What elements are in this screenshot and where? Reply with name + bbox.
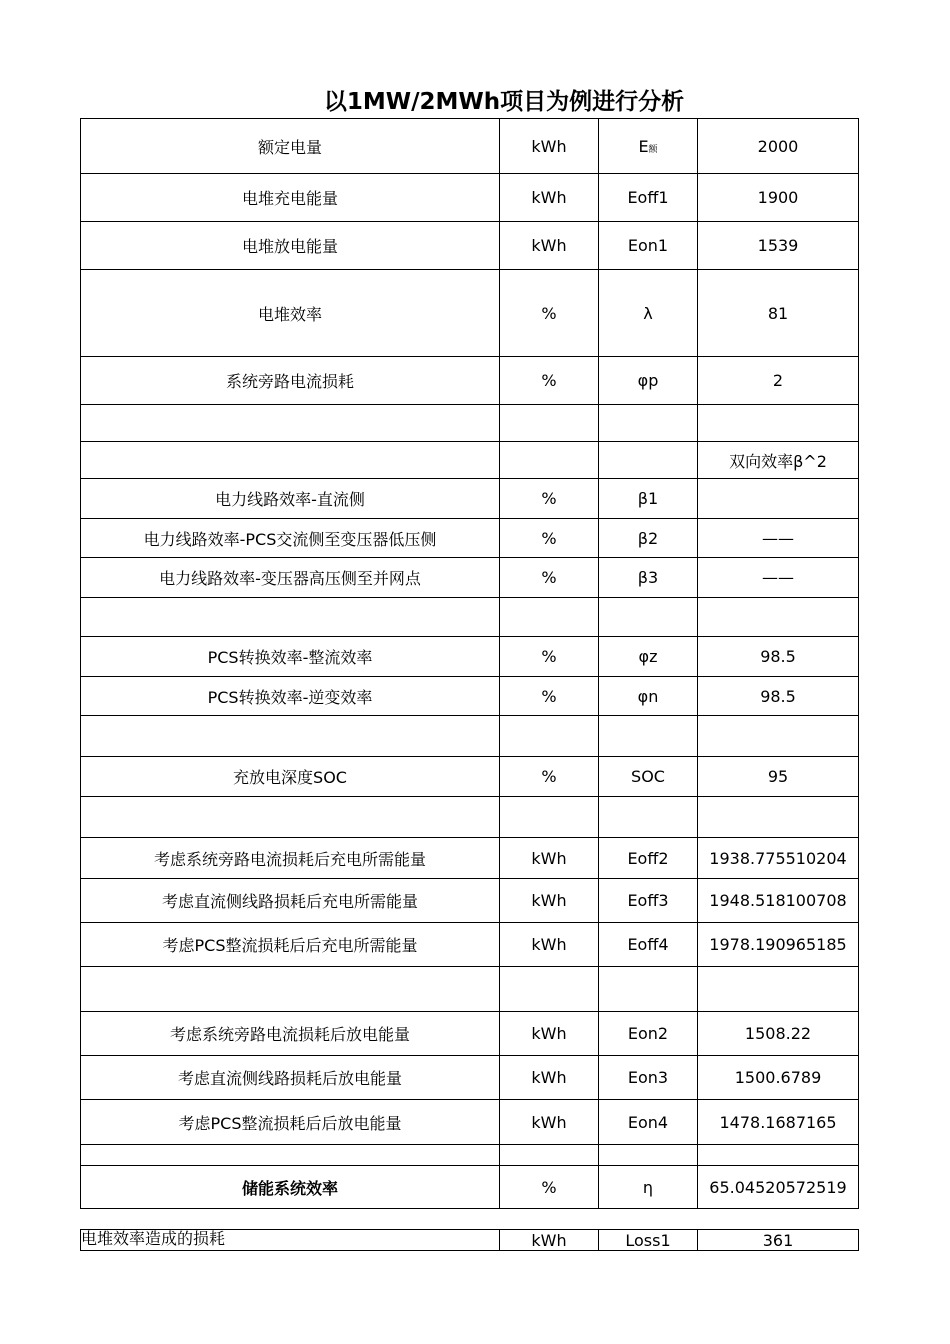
row-name-cell: 储能系统效率 [81, 1166, 500, 1209]
row-name-cell: 系统旁路电流损耗 [81, 357, 500, 405]
row-name-cell: PCS转换效率-逆变效率 [81, 677, 500, 716]
efficiency-table [80, 118, 859, 1209]
row-name-cell: 考虑直流侧线路损耗后放电能量 [81, 1056, 500, 1100]
row-name-cell: 电堆充电能量 [81, 174, 500, 222]
table-row [81, 598, 859, 637]
row-name-cell [81, 442, 500, 479]
row-value-cell: —— [698, 558, 859, 598]
loss-table [80, 1229, 859, 1251]
row-unit-cell: kWh [500, 119, 599, 174]
row-unit-cell [500, 598, 599, 637]
table-row [81, 797, 859, 838]
row-value-cell: 1478.1687165 [698, 1100, 859, 1145]
row-unit-cell [500, 967, 599, 1012]
row-symbol-cell [599, 797, 698, 838]
table-row [81, 519, 859, 558]
table-row [81, 405, 859, 442]
table-row [81, 879, 859, 923]
table-row [81, 479, 859, 519]
table-row [81, 716, 859, 757]
row-name-cell: 电堆效率 [81, 270, 500, 357]
row-value-cell [698, 797, 859, 838]
row-name-cell: 额定电量 [81, 119, 500, 174]
loss-value: 361 [698, 1230, 859, 1251]
table-row [81, 119, 859, 174]
row-unit-cell: kWh [500, 879, 599, 923]
table-row [81, 1100, 859, 1145]
table-row [81, 442, 859, 479]
row-symbol-cell [599, 716, 698, 757]
row-unit-cell: kWh [500, 838, 599, 879]
row-unit-cell: kWh [500, 1012, 599, 1056]
row-value-cell: 98.5 [698, 677, 859, 716]
table-row [81, 270, 859, 357]
symbol-subscript: 额 [648, 144, 658, 155]
row-name-cell: 电堆放电能量 [81, 222, 500, 270]
row-unit-cell [500, 1145, 599, 1166]
table-row [81, 222, 859, 270]
row-symbol-cell: φn [599, 677, 698, 716]
row-unit-cell [500, 716, 599, 757]
row-value-cell: 1948.518100708 [698, 879, 859, 923]
table-row [81, 923, 859, 967]
table-row [81, 637, 859, 677]
row-symbol-cell [599, 967, 698, 1012]
table-row [81, 1012, 859, 1056]
row-unit-cell: % [500, 677, 599, 716]
row-symbol-cell: β1 [599, 479, 698, 519]
row-unit-cell: % [500, 757, 599, 797]
table-row [81, 1166, 859, 1209]
row-symbol-cell: β2 [599, 519, 698, 558]
row-name-cell: 电力线路效率-变压器高压侧至并网点 [81, 558, 500, 598]
row-unit-cell: % [500, 270, 599, 357]
table-row [81, 967, 859, 1012]
row-name-cell [81, 598, 500, 637]
row-name-cell: 充放电深度SOC [81, 757, 500, 797]
row-symbol-cell: λ [599, 270, 698, 357]
row-value-cell [698, 479, 859, 519]
row-value-cell: 2 [698, 357, 859, 405]
row-value-cell: 1938.775510204 [698, 838, 859, 879]
table-row [81, 1145, 859, 1166]
row-name-cell: PCS转换效率-整流效率 [81, 637, 500, 677]
row-name-cell: 考虑系统旁路电流损耗后放电能量 [81, 1012, 500, 1056]
table-row [81, 1056, 859, 1100]
row-name-cell: 电力线路效率-PCS交流侧至变压器低压侧 [81, 519, 500, 558]
row-symbol-cell: β3 [599, 558, 698, 598]
row-unit-cell: % [500, 637, 599, 677]
loss-name: 电堆效率造成的损耗 [81, 1230, 500, 1251]
row-symbol-cell: SOC [599, 757, 698, 797]
row-unit-cell: % [500, 1166, 599, 1209]
row-unit-cell [500, 797, 599, 838]
row-unit-cell: % [500, 357, 599, 405]
row-value-cell: 81 [698, 270, 859, 357]
row-value-cell: 1539 [698, 222, 859, 270]
row-symbol-cell [599, 598, 698, 637]
table-row [81, 838, 859, 879]
row-value-cell [698, 967, 859, 1012]
row-value-cell [698, 405, 859, 442]
table-row [81, 174, 859, 222]
row-symbol-cell [599, 1145, 698, 1166]
row-symbol-cell: Eoff1 [599, 174, 698, 222]
row-symbol-cell: Eoff3 [599, 879, 698, 923]
row-value-cell: 双向效率β^2 [698, 442, 859, 479]
row-name-cell: 电力线路效率-直流侧 [81, 479, 500, 519]
row-symbol-cell: η [599, 1166, 698, 1209]
row-name-cell [81, 405, 500, 442]
table-row [81, 357, 859, 405]
row-value-cell: 1900 [698, 174, 859, 222]
row-name-cell [81, 1145, 500, 1166]
row-symbol-cell [599, 119, 698, 174]
table-row [81, 757, 859, 797]
row-symbol-cell: Eon2 [599, 1012, 698, 1056]
row-symbol-cell: Eoff4 [599, 923, 698, 967]
row-unit-cell: kWh [500, 174, 599, 222]
row-name-cell: 考虑PCS整流损耗后后充电所需能量 [81, 923, 500, 967]
row-name-cell: 考虑直流侧线路损耗后充电所需能量 [81, 879, 500, 923]
row-symbol-cell: Eon3 [599, 1056, 698, 1100]
row-symbol-cell [599, 442, 698, 479]
loss-row [81, 1230, 859, 1251]
row-value-cell [698, 1145, 859, 1166]
row-symbol-cell: φz [599, 637, 698, 677]
row-value-cell: 95 [698, 757, 859, 797]
loss-unit: kWh [500, 1230, 599, 1251]
row-unit-cell [500, 442, 599, 479]
row-value-cell: 65.04520572519 [698, 1166, 859, 1209]
row-unit-cell: kWh [500, 1100, 599, 1145]
row-unit-cell: % [500, 558, 599, 598]
row-value-cell: 1978.190965185 [698, 923, 859, 967]
row-value-cell: —— [698, 519, 859, 558]
row-unit-cell: % [500, 519, 599, 558]
row-value-cell: 2000 [698, 119, 859, 174]
row-name-cell: 考虑PCS整流损耗后后放电能量 [81, 1100, 500, 1145]
row-symbol-cell [599, 405, 698, 442]
row-value-cell: 1508.22 [698, 1012, 859, 1056]
row-value-cell [698, 598, 859, 637]
row-unit-cell: kWh [500, 222, 599, 270]
row-name-cell: 考虑系统旁路电流损耗后充电所需能量 [81, 838, 500, 879]
row-value-cell: 1500.6789 [698, 1056, 859, 1100]
table-row [81, 677, 859, 716]
row-unit-cell: kWh [500, 1056, 599, 1100]
row-name-cell [81, 967, 500, 1012]
row-symbol-cell: Eon4 [599, 1100, 698, 1145]
row-name-cell [81, 797, 500, 838]
symbol-text: E [638, 136, 649, 156]
page-title: 以1MW/2MWh项目为例进行分析 [323, 89, 685, 115]
row-value-cell: 98.5 [698, 637, 859, 677]
row-name-cell [81, 716, 500, 757]
row-symbol-cell: Eoff2 [599, 838, 698, 879]
loss-symbol: Loss1 [599, 1230, 698, 1251]
row-unit-cell [500, 405, 599, 442]
row-symbol-cell: Eon1 [599, 222, 698, 270]
row-unit-cell: % [500, 479, 599, 519]
table-row [81, 558, 859, 598]
row-symbol-cell: φp [599, 357, 698, 405]
row-unit-cell: kWh [500, 923, 599, 967]
row-value-cell [698, 716, 859, 757]
